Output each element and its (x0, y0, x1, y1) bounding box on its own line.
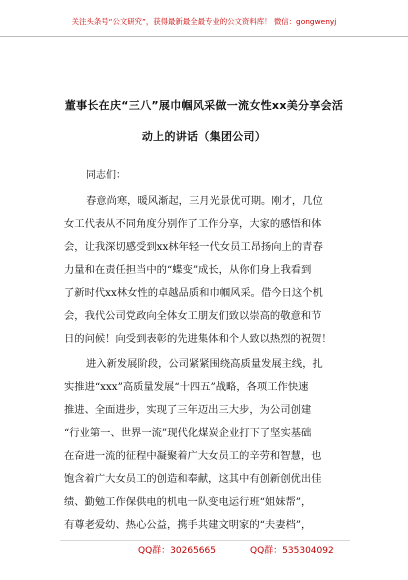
body-line: 了新时代xx林女性的卓越品质和巾帼风采。借今日这个机 (64, 287, 323, 299)
body-line: 日的问候！向受到表彰的先进集体和个人致以热烈的祝贺！ (64, 333, 332, 345)
body-line: 有尊老爱幼、热心公益，携手共建文明家的“夫妻档”， (64, 519, 312, 531)
body-line: 会，让我深切感受到xx林年轻一代女员工昂扬向上的青春 (64, 241, 323, 253)
body-line: 力量和在责任担当中的“蝶变”成长，从你们身上我看到 (64, 264, 312, 276)
body-line: 绩、勤勉工作保供电的机电一队变电运行班“姐妹帮”， (64, 496, 312, 508)
page-header (0, 16, 408, 38)
body-line: 推进、全面进步，实现了三年迈出三大步，为公司创建 (64, 404, 312, 416)
document-title-line-2: 动上的讲话（集团公司） (141, 130, 267, 143)
salutation: 同志们： (86, 170, 126, 181)
body-line: 春意尚寒，暖风渐起，三月光景优可期。刚才，几位 (86, 195, 323, 207)
footer-divider (60, 540, 350, 541)
body-line: 进入新发展阶段，公司紧紧围绕高质量发展主线，扎 (86, 358, 323, 370)
body-line: 在奋进一流的征程中凝聚着广大女员工的辛劳和智慧，也 (64, 450, 322, 462)
body-line: “行业第一、世界一流”现代化煤炭企业打下了坚实基础 (64, 427, 312, 439)
body-line: 实推进“xxx”高质量发展“十四五”战略，各项工作快速 (64, 381, 309, 393)
footer-qq-group-1: QQ群：30265665 (138, 546, 216, 556)
footer-qq-group-2: QQ群：535304092 (250, 546, 334, 556)
header-promo-text: 关注头条号“公文研究”，获得最新最全最专业的公文资料库！ 微信：gongwenyj (71, 17, 337, 26)
header-divider (0, 36, 408, 37)
page-footer (0, 540, 408, 556)
body-line: 饱含着广大女员工的创造和奉献，这其中有创新创优出佳 (64, 473, 322, 485)
body-line: 女工代表从不同角度分别作了工作分享，大家的感悟和体 (64, 218, 322, 230)
body-line: 会，我代公司党政向全体女工朋友们致以崇高的敬意和节 (64, 310, 322, 322)
document-title-line-1: 董事长在庆“三八”展巾帼风采做一流女性xx美分享会活 (64, 99, 344, 112)
